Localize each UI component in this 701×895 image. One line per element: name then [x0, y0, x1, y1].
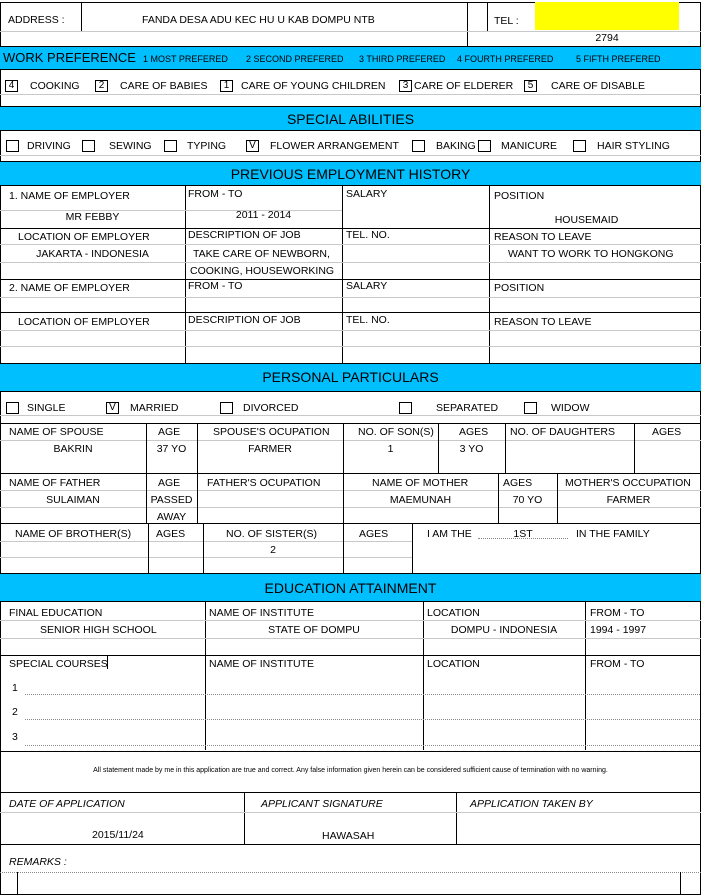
description-1-line1: TAKE CARE OF NEWBORN, [193, 248, 330, 260]
baking-label: BAKING [436, 140, 476, 152]
mother-occupation-value: FARMER [606, 494, 651, 506]
driving-checkbox[interactable] [6, 140, 19, 152]
course-institute-label: NAME OF INSTITUTE [209, 658, 314, 670]
elderer-rank[interactable]: 3 [399, 80, 412, 92]
address-label: ADDRESS : [8, 14, 65, 26]
daughters-label: NO. OF DAUGHTERS [510, 426, 616, 438]
spouse-occupation-value: FARMER [248, 443, 292, 455]
sewing-checkbox[interactable] [82, 140, 95, 152]
salary-label-1: SALARY [346, 188, 388, 200]
preference-legend-1: 1 MOST PREFERED [143, 54, 228, 64]
location-1-value: JAKARTA - INDONESIA [36, 248, 149, 260]
sons-value: 1 [387, 443, 394, 455]
flower-checkbox[interactable]: V [246, 140, 259, 152]
statement: All statement made by me in this application are true and correct. Any false information given herein can be considered sufficient cause of termination with no warning. [93, 767, 608, 774]
sisters-ages-label: AGES [359, 528, 389, 540]
babies-label: CARE OF BABIES [120, 80, 208, 92]
cooking-rank[interactable]: 4 [5, 80, 18, 92]
sisters-value: 2 [270, 544, 276, 556]
driving-label: DRIVING [27, 140, 71, 152]
divorced-checkbox[interactable] [220, 402, 233, 414]
employer1-label: 1. NAME OF EMPLOYER [9, 190, 130, 202]
father-value: SULAIMAN [46, 494, 100, 506]
tel-highlight [535, 2, 679, 30]
course-row-3: 3 [12, 731, 18, 743]
elderer-label: CARE OF ELDERER [414, 80, 514, 92]
hair-label: HAIR STYLING [597, 140, 670, 152]
date-label: DATE OF APPLICATION [9, 798, 125, 810]
birth-order-value: 1ST [513, 528, 533, 540]
brothers-label: NAME OF BROTHER(S) [15, 528, 132, 540]
reason-1-value: WANT TO WORK TO HONGKONG [508, 248, 674, 260]
young-children-label: CARE OF YOUNG CHILDREN [241, 80, 386, 92]
taken-by-label: APPLICATION TAKEN BY [470, 798, 593, 810]
date-value: 2015/11/24 [92, 829, 144, 841]
preference-legend-5: 5 FIFTH PREFERED [576, 54, 661, 64]
manicure-checkbox[interactable] [478, 140, 491, 152]
sons-label: NO. OF SON(S) [358, 426, 434, 438]
i-am-the-label: I AM THE [427, 528, 472, 540]
description-1-line2: COOKING, HOUSEWORKING [190, 265, 335, 277]
brothers-ages-label: AGES [156, 528, 186, 540]
signature-label: APPLICANT SIGNATURE [261, 798, 383, 810]
spouse-label: NAME OF SPOUSE [9, 426, 104, 438]
personal-title: PERSONAL PARTICULARS [262, 369, 439, 385]
institute-label: NAME OF INSTITUTE [209, 607, 314, 619]
preference-legend-2: 2 SECOND PREFERED [246, 54, 344, 64]
sisters-label: NO. OF SISTER(S) [226, 528, 318, 540]
from-to-value: 1994 - 1997 [590, 624, 647, 636]
location-label-1: LOCATION OF EMPLOYER [18, 231, 150, 243]
institute-value: STATE OF DOMPU [268, 624, 360, 636]
from-to-label: FROM - TO [590, 607, 645, 619]
remarks-label: REMARKS : [9, 856, 67, 868]
typing-label: TYPING [187, 140, 227, 152]
father-age-value-2: AWAY [156, 511, 187, 523]
single-label: SINGLE [27, 402, 66, 414]
tel-value: 2794 [595, 32, 619, 44]
reason-label-2: REASON TO LEAVE [494, 316, 592, 328]
hair-checkbox[interactable] [573, 140, 586, 152]
position-label-2: POSITION [494, 282, 545, 294]
widow-label: WIDOW [551, 402, 590, 414]
reason-label-1: REASON TO LEAVE [494, 231, 592, 243]
daughters-ages-label: AGES [652, 426, 682, 438]
tel-label: TEL : [494, 15, 519, 27]
employer1-value: MR FEBBY [65, 211, 120, 223]
divorced-label: DIVORCED [243, 402, 299, 414]
baking-checkbox[interactable] [412, 140, 425, 152]
description-label-2: DESCRIPTION OF JOB [188, 314, 301, 326]
work-preference-title: WORK PREFERENCE [3, 50, 136, 65]
cooking-label: COOKING [30, 80, 80, 92]
preference-legend-4: 4 FOURTH PREFERED [457, 54, 554, 64]
from-to-1-value: 2011 - 2014 [235, 209, 292, 221]
signature-value: HAWASAH [322, 830, 375, 842]
mother-age-value: 70 YO [512, 494, 543, 506]
manicure-label: MANICURE [501, 140, 558, 152]
course-location-label: LOCATION [427, 658, 480, 670]
spouse-age-value: 37 YO [156, 443, 187, 455]
married-label: MARRIED [130, 402, 179, 414]
location-value: DOMPU - INDONESIA [450, 624, 558, 636]
sons-ages-label: AGES [459, 426, 489, 438]
course-row-2: 2 [12, 706, 18, 718]
sewing-label: SEWING [109, 140, 152, 152]
spouse-age-label: AGE [158, 426, 181, 438]
spouse-occupation-label: SPOUSE'S OCUPATION [213, 426, 330, 438]
address-value: FANDA DESA ADU KEC HU U KAB DOMPU NTB [142, 14, 375, 26]
location-label: LOCATION [427, 607, 480, 619]
course-from-to-label: FROM - TO [590, 658, 645, 670]
typing-checkbox[interactable] [164, 140, 177, 152]
mother-occupation-label: MOTHER'S OCCUPATION [565, 477, 691, 489]
employment-title: PREVIOUS EMPLOYMENT HISTORY [230, 166, 471, 182]
young-children-rank[interactable]: 1 [220, 80, 233, 92]
mother-label: NAME OF MOTHER [372, 477, 469, 489]
father-age-label: AGE [158, 477, 181, 489]
married-checkbox[interactable]: V [106, 402, 119, 414]
single-checkbox[interactable] [6, 402, 19, 414]
tel-label-1: TEL. NO. [346, 229, 390, 241]
mother-value: MAEMUNAH [389, 494, 452, 506]
special-abilities-title: SPECIAL ABILITIES [286, 111, 415, 127]
employer2-label: 2. NAME OF EMPLOYER [9, 282, 130, 294]
final-education-label: FINAL EDUCATION [9, 607, 103, 619]
final-education-value: SENIOR HIGH SCHOOL [40, 624, 157, 636]
widow-checkbox[interactable] [524, 402, 537, 414]
mother-ages-label: AGES [503, 477, 533, 489]
from-to-label-2: FROM - TO [188, 280, 243, 292]
course-row-1: 1 [12, 682, 18, 694]
father-label: NAME OF FATHER [9, 477, 101, 489]
babies-rank[interactable]: 2 [95, 80, 108, 92]
sons-ages-value: 3 YO [459, 443, 484, 455]
separated-checkbox[interactable] [399, 402, 412, 414]
father-occupation-label: FATHER'S OCUPATION [207, 477, 321, 489]
separated-label: SEPARATED [436, 402, 499, 414]
flower-label: FLOWER ARRANGEMENT [270, 140, 399, 152]
father-age-value-1: PASSED [150, 494, 193, 506]
in-family-label: IN THE FAMILY [576, 528, 650, 540]
position-1-value: HOUSEMAID [554, 214, 619, 226]
tel-label-2: TEL. NO. [346, 314, 390, 326]
special-courses-label: SPECIAL COURSES [9, 658, 108, 670]
from-to-label-1: FROM - TO [188, 188, 243, 200]
disable-rank[interactable]: 5 [524, 80, 537, 92]
description-label-1: DESCRIPTION OF JOB [188, 229, 301, 241]
location-label-2: LOCATION OF EMPLOYER [18, 316, 150, 328]
education-title: EDUCATION ATTAINMENT [264, 580, 437, 596]
salary-label-2: SALARY [346, 280, 388, 292]
disable-label: CARE OF DISABLE [551, 80, 645, 92]
preference-legend-3: 3 THIRD PREFERED [359, 54, 446, 64]
position-label-1: POSITION [494, 190, 545, 202]
spouse-value: BAKRIN [53, 443, 93, 455]
